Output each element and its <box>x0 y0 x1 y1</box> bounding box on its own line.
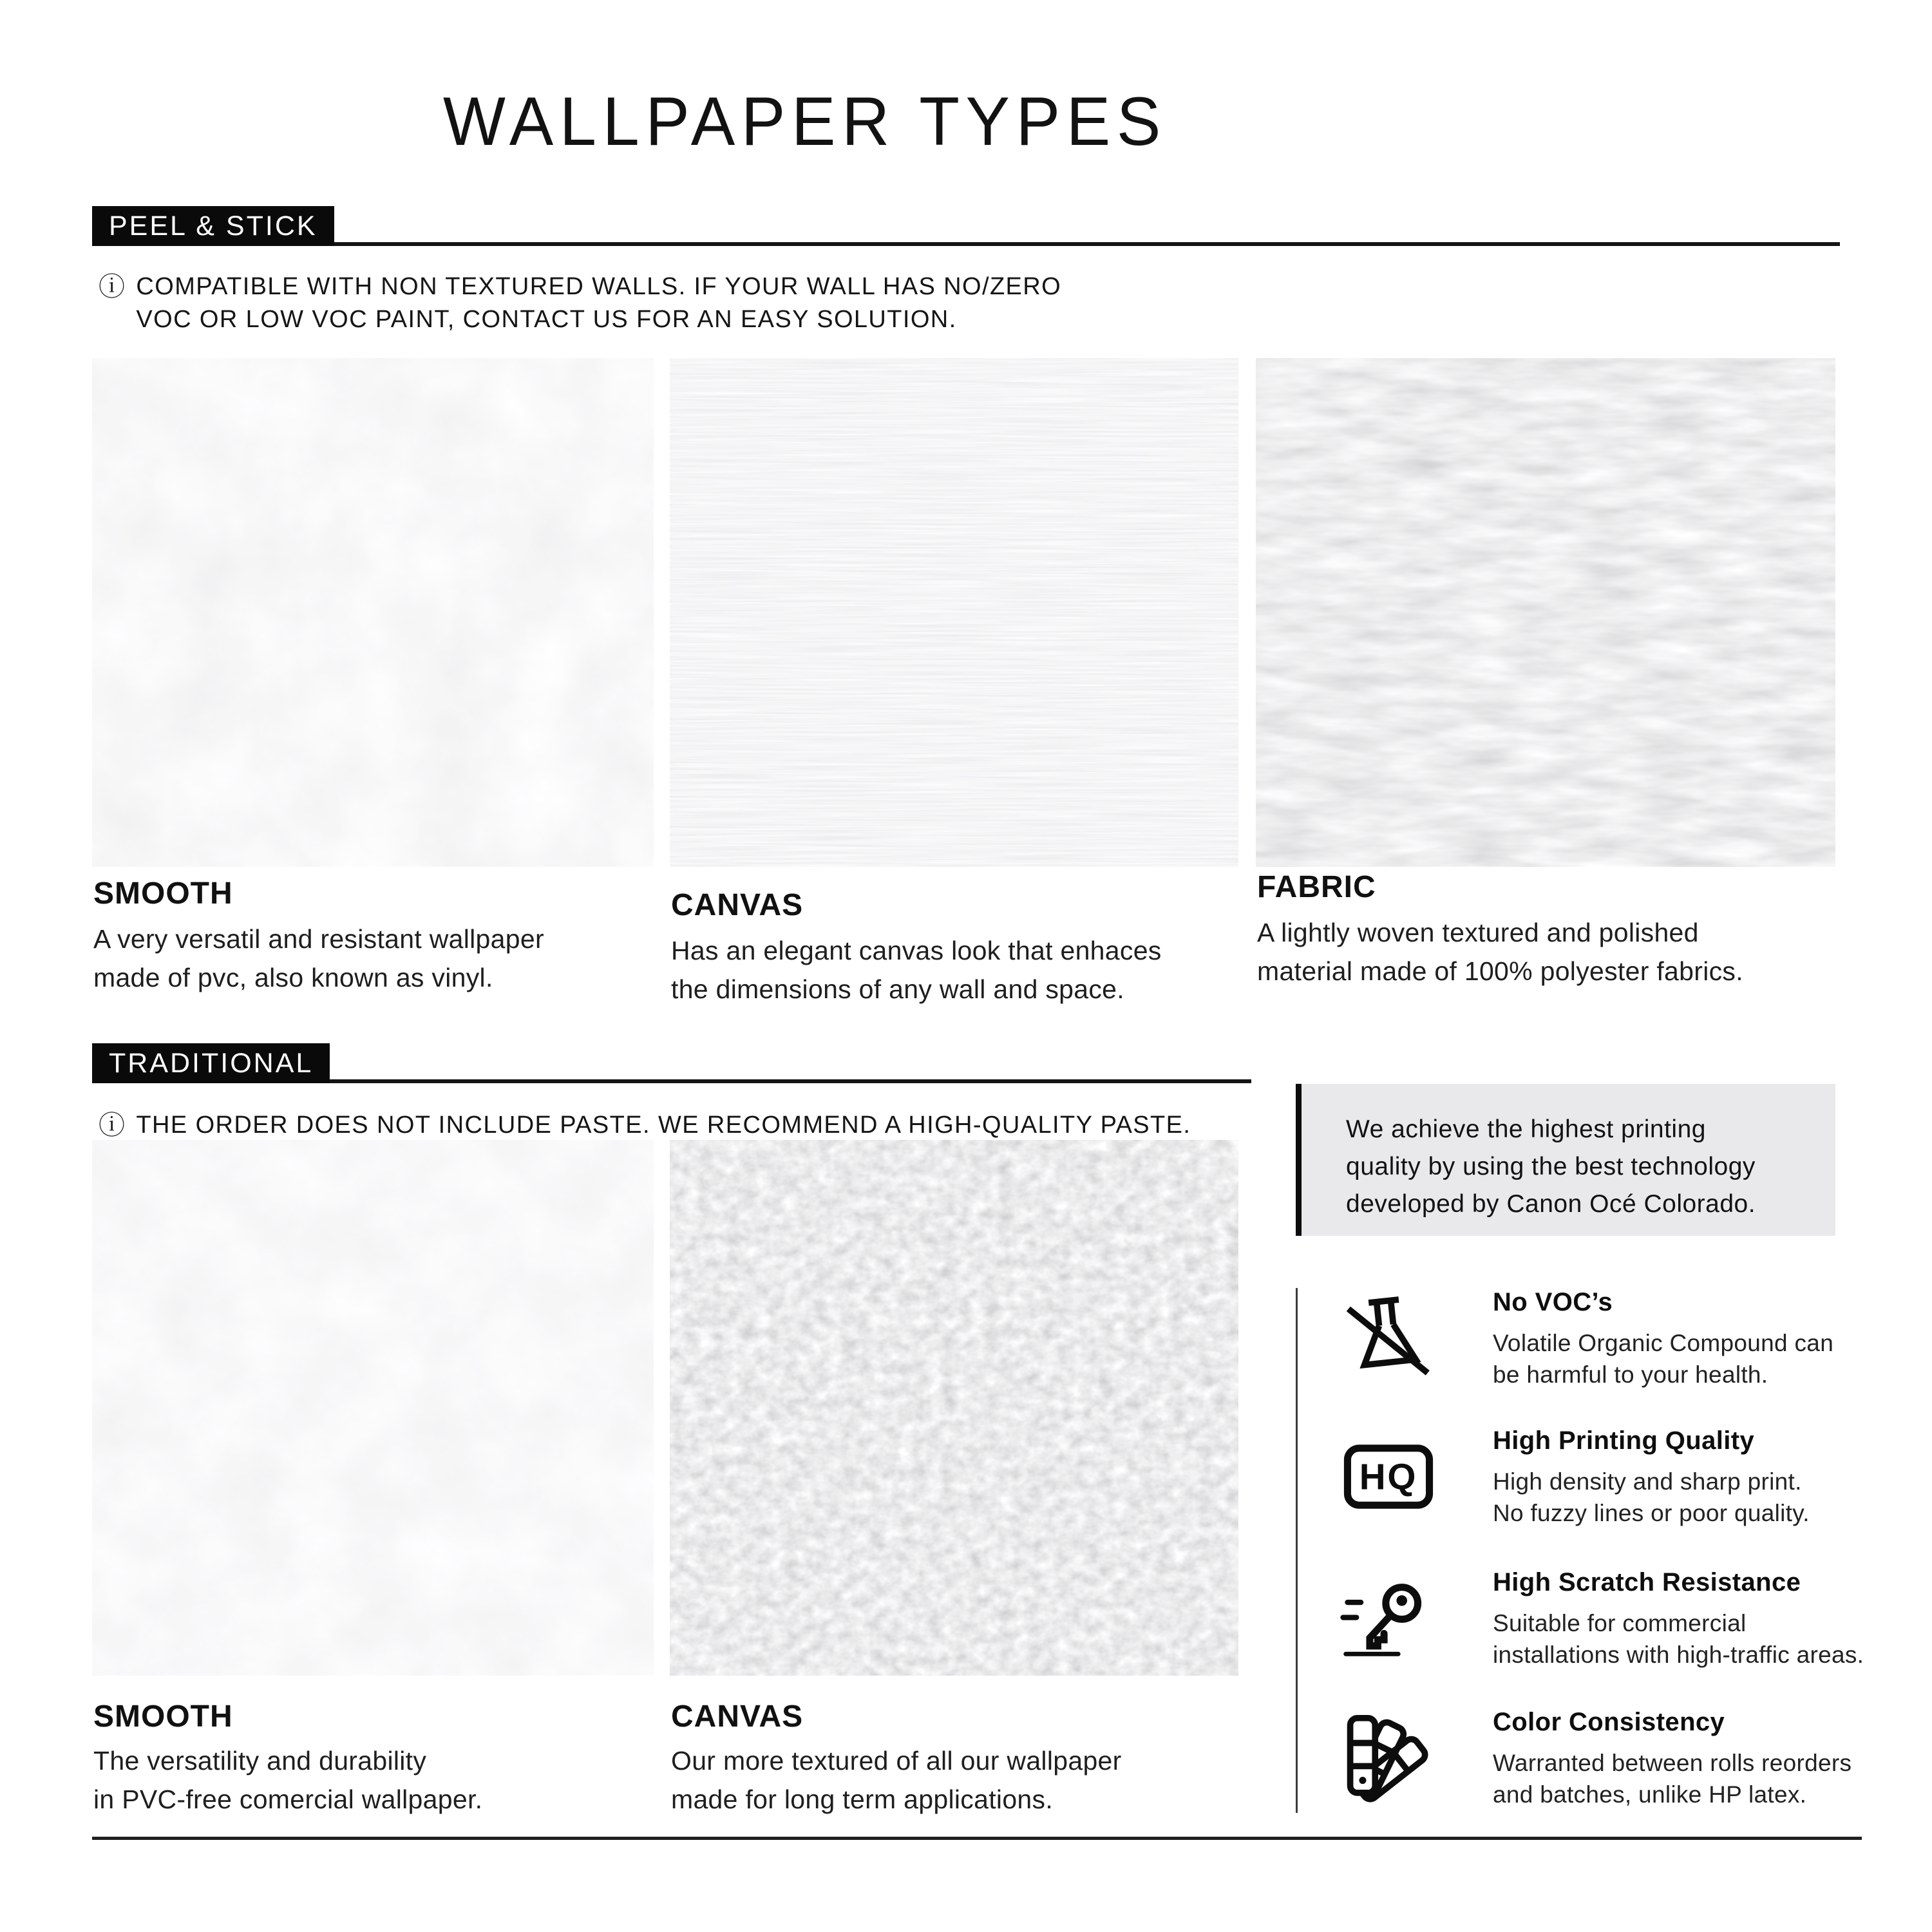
feature-line: and batches, unlike HP latex. <box>1493 1781 1807 1808</box>
texture-swatch-peel-fabric <box>1256 358 1835 867</box>
scratch-key-icon <box>1340 1568 1441 1671</box>
feature-high-scratch-resistance <box>1340 1568 1880 1671</box>
note-line: COMPATIBLE WITH NON TEXTURED WALLS. IF YOUR WALL HAS NO/ZERO <box>136 273 1062 300</box>
feature-title: High Scratch Resistance <box>1493 1568 1801 1596</box>
section-label-peel-stick: PEEL & STICK <box>92 206 334 246</box>
feature-title: High Printing Quality <box>1493 1426 1755 1455</box>
no-voc-flask-icon <box>1340 1288 1441 1390</box>
desc-line: made of pvc, also known as vinyl. <box>93 963 493 992</box>
peel-stick-note <box>99 270 1061 336</box>
feature-line: Suitable for commercial <box>1493 1610 1747 1636</box>
section-label-traditional: TRADITIONAL <box>92 1043 330 1083</box>
callout-line: quality by using the best technology <box>1346 1153 1756 1180</box>
color-swatch-fan-icon <box>1340 1708 1441 1810</box>
note-line: VOC OR LOW VOC PAINT, CONTACT US FOR AN EASY SOLUTION. <box>136 306 957 333</box>
hq-badge-icon <box>1340 1426 1441 1529</box>
desc-line: A lightly woven textured and polished <box>1257 918 1699 947</box>
type-description-canvas <box>671 931 1162 1009</box>
type-heading-canvas: CANVAS <box>671 888 804 922</box>
desc-line: in PVC-free comercial wallpaper. <box>93 1785 483 1814</box>
type-description-canvas-traditional <box>671 1741 1122 1819</box>
desc-line: The versatility and durability <box>93 1746 427 1776</box>
info-icon: ⓘ <box>99 272 126 301</box>
desc-line: made for long term applications. <box>671 1785 1054 1814</box>
traditional-note <box>99 1109 1191 1142</box>
texture-swatch-traditional-canvas <box>670 1140 1238 1676</box>
feature-text <box>1441 1568 1864 1671</box>
feature-line: be harmful to your health. <box>1493 1361 1768 1388</box>
feature-line: No fuzzy lines or poor quality. <box>1493 1500 1810 1526</box>
note-text <box>136 270 1061 336</box>
features-divider-line <box>1296 1288 1298 1813</box>
type-description-smooth-traditional <box>93 1741 482 1819</box>
feature-line: Volatile Organic Compound can <box>1493 1330 1834 1356</box>
feature-title: No VOC’s <box>1493 1288 1613 1316</box>
svg-text:HQ: HQ <box>1359 1457 1418 1498</box>
desc-line: Our more textured of all our wallpaper <box>671 1746 1122 1776</box>
note-text <box>136 1109 1191 1142</box>
feature-high-printing-quality <box>1340 1426 1880 1529</box>
feature-line: High density and sharp print. <box>1493 1468 1802 1495</box>
type-heading-canvas-traditional: CANVAS <box>671 1700 804 1734</box>
type-heading-fabric: FABRIC <box>1257 870 1376 904</box>
feature-text <box>1441 1288 1833 1390</box>
fabric-texture-image <box>1256 358 1835 867</box>
desc-line: material made of 100% polyester fabrics. <box>1257 956 1743 986</box>
feature-text <box>1441 1426 1810 1529</box>
desc-line: the dimensions of any wall and space. <box>671 974 1124 1004</box>
desc-line: Has an elegant canvas look that enhaces <box>671 936 1162 965</box>
smooth-matte-texture-image <box>92 1140 654 1676</box>
printing-quality-callout <box>1296 1084 1835 1236</box>
feature-color-consistency <box>1340 1708 1880 1810</box>
note-line: THE ORDER DOES NOT INCLUDE PASTE. WE RECOMMEND A HIGH-QUALITY PASTE. <box>136 1112 1191 1139</box>
desc-line: A very versatil and resistant wallpaper <box>93 924 544 954</box>
bottom-rule <box>92 1837 1862 1840</box>
smooth-texture-image <box>92 358 654 867</box>
peel-stick-rule <box>92 242 1840 246</box>
callout-line: developed by Canon Océ Colorado. <box>1346 1190 1756 1218</box>
canvas-texture-image <box>670 358 1238 867</box>
texture-swatch-peel-canvas <box>670 358 1238 867</box>
type-heading-smooth: SMOOTH <box>93 876 233 911</box>
type-heading-smooth-traditional: SMOOTH <box>93 1700 233 1734</box>
type-description-fabric <box>1257 913 1743 990</box>
rough-canvas-texture-image <box>670 1140 1238 1676</box>
info-icon: ⓘ <box>99 1110 126 1140</box>
feature-line: installations with high-traffic areas. <box>1493 1642 1864 1668</box>
texture-swatch-peel-smooth <box>92 358 654 867</box>
feature-line: Warranted between rolls reorders <box>1493 1750 1852 1776</box>
feature-no-vocs <box>1340 1288 1880 1390</box>
callout-line: We achieve the highest printing <box>1346 1115 1706 1143</box>
texture-swatch-traditional-smooth <box>92 1140 654 1676</box>
feature-title: Color Consistency <box>1493 1708 1725 1736</box>
type-description-smooth <box>93 920 544 997</box>
feature-text <box>1441 1708 1852 1810</box>
page-title: WALLPAPER TYPES <box>442 82 1168 160</box>
